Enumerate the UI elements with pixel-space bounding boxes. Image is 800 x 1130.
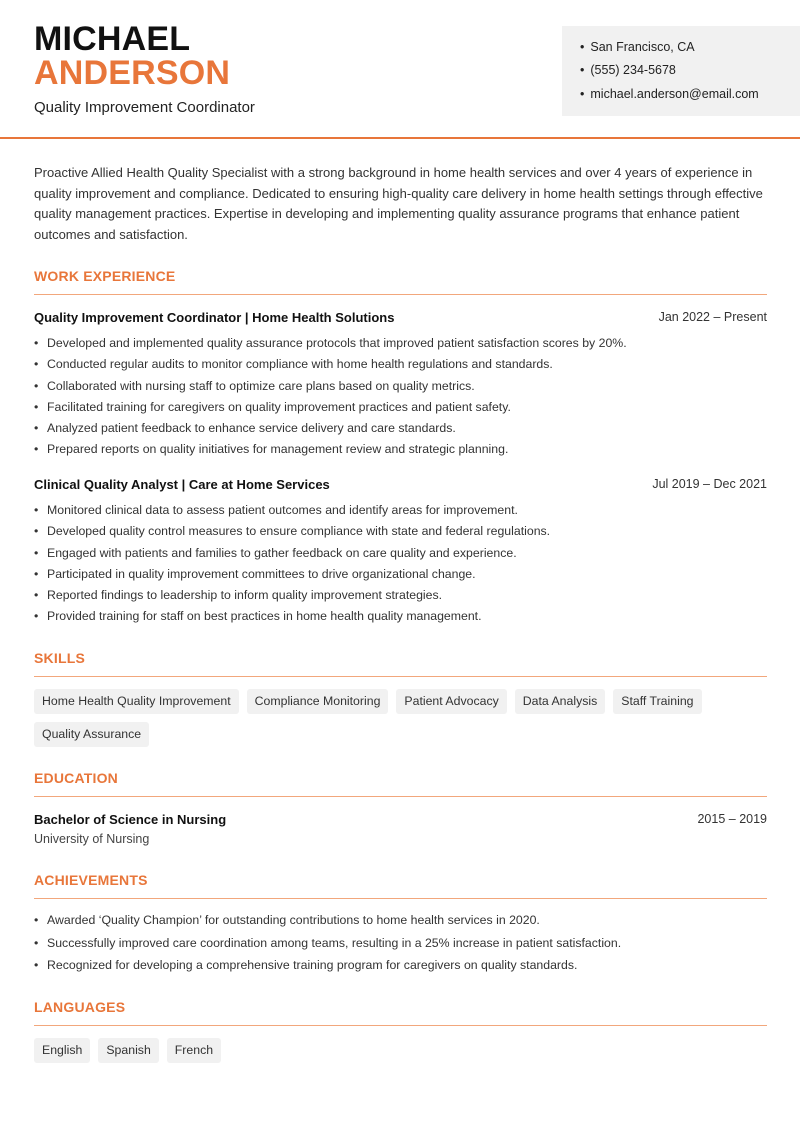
list-item: • Provided training for staff on best practices in home health quality management.: [34, 606, 769, 627]
contact-location: • San Francisco, CA: [580, 40, 695, 54]
work-experience-heading: WORK EXPERIENCE: [34, 268, 176, 284]
skill-tag: Compliance Monitoring: [247, 689, 389, 714]
list-item: • Conducted regular audits to monitor compliance with home health regulations and standards.: [34, 354, 769, 375]
list-item: • Reported findings to leadership to inform quality improvement strategies.: [34, 585, 769, 606]
language-tag: French: [167, 1038, 221, 1063]
job-2-bullets: [34, 500, 769, 628]
list-item: • Analyzed patient feedback to enhance service delivery and care standards.: [34, 418, 769, 439]
list-item: • Prepared reports on quality initiatives for management review and strategic planning.: [34, 439, 769, 460]
summary-paragraph: Proactive Allied Health Quality Specialist with a strong background in home health services and over 4 years of experience in quality improvement and compliance. Dedicated to ensuring high-quality care delivery in home health settings through effective quality management practices. Expertise in developing and implementing quality assurance programs that enhance patient outcomes and satisfaction.: [34, 165, 763, 242]
section-divider: [34, 1025, 767, 1026]
list-item: • Developed quality control measures to ensure compliance with state and federal regulations.: [34, 521, 769, 542]
skills-tags: [34, 689, 734, 747]
list-item: • Recognized for developing a comprehensive training program for caregivers on quality standards.: [34, 954, 769, 977]
section-divider: [34, 294, 767, 295]
contact-phone: • (555) 234-5678: [580, 63, 676, 77]
list-item: • Awarded ‘Quality Champion’ for outstanding contributions to home health services in 2020.: [34, 909, 769, 932]
last-name: ANDERSON: [34, 54, 231, 92]
achievements-heading: ACHIEVEMENTS: [34, 872, 148, 888]
list-item: • Engaged with patients and families to gather feedback on care quality and experience.: [34, 543, 769, 564]
job-title-1: Quality Improvement Coordinator | Home Health Solutions: [34, 310, 395, 325]
list-item: • Successfully improved care coordination among teams, resulting in a 25% increase in patient satisfaction.: [34, 932, 769, 955]
section-divider: [34, 676, 767, 677]
skill-tag: Home Health Quality Improvement: [34, 689, 239, 714]
skills-heading: SKILLS: [34, 650, 85, 666]
languages-tags: [34, 1038, 734, 1063]
list-item: • Developed and implemented quality assurance protocols that improved patient satisfaction scores by 20%.: [34, 333, 769, 354]
language-tag: English: [34, 1038, 90, 1063]
list-item: • Participated in quality improvement committees to drive organizational change.: [34, 564, 769, 585]
resume-header: [0, 0, 800, 139]
candidate-name: [34, 22, 230, 90]
languages-heading: LANGUAGES: [34, 999, 126, 1015]
contact-box: [562, 26, 800, 116]
job-1-bullets: [34, 333, 769, 461]
degree-title: Bachelor of Science in Nursing: [34, 812, 227, 827]
section-divider: [34, 796, 767, 797]
list-item: • Collaborated with nursing staff to optimize care plans based on quality metrics.: [34, 376, 769, 397]
skill-tag: Patient Advocacy: [396, 689, 506, 714]
job-date-2: Jul 2019 – Dec 2021: [652, 477, 767, 491]
first-name: MICHAEL: [34, 20, 191, 58]
education-date: 2015 – 2019: [697, 812, 767, 826]
job-role: Quality Improvement Coordinator: [34, 99, 255, 116]
achievements-list: [34, 909, 769, 977]
school-name: University of Nursing: [34, 832, 150, 846]
list-item: • Monitored clinical data to assess patient outcomes and identify areas for improvement.: [34, 500, 769, 521]
skill-tag: Data Analysis: [515, 689, 606, 714]
contact-email[interactable]: • michael.anderson@email.com: [580, 87, 759, 101]
section-divider: [34, 898, 767, 899]
list-item: • Facilitated training for caregivers on quality improvement practices and patient safety.: [34, 397, 769, 418]
job-title-2: Clinical Quality Analyst | Care at Home Services: [34, 477, 330, 492]
skill-tag: Quality Assurance: [34, 722, 149, 747]
education-heading: EDUCATION: [34, 770, 118, 786]
skill-tag: Staff Training: [613, 689, 701, 714]
language-tag: Spanish: [98, 1038, 158, 1063]
job-date-1: Jan 2022 – Present: [658, 310, 767, 324]
